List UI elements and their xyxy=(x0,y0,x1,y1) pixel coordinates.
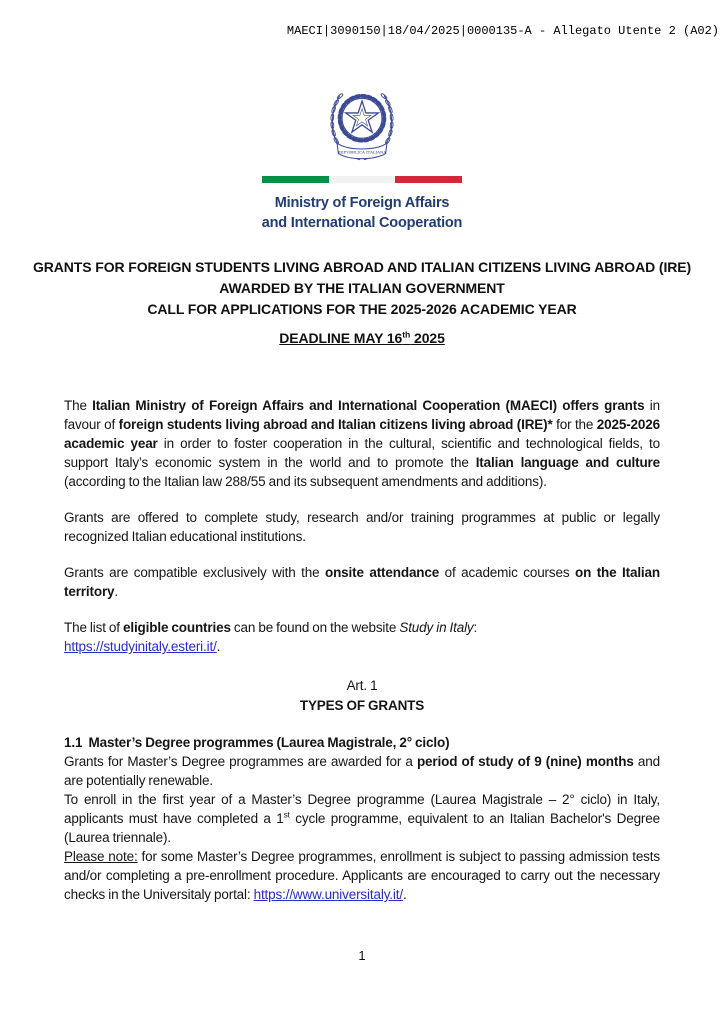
title-line-2: AWARDED BY THE ITALIAN GOVERNMENT xyxy=(219,280,505,296)
italian-republic-emblem-icon xyxy=(319,84,405,168)
italian-flag-bar xyxy=(262,176,462,183)
article-1-heading xyxy=(64,676,660,716)
flag-green-segment xyxy=(262,176,329,183)
paragraph-intro: The Italian Ministry of Foreign Affairs and International Cooperation (MAECI) offers grants in favour of foreign students living abroad and Italian citizens living abroad (IRE)* for the 2025-2026 academic year in order to foster cooperation in the cultural, scientific and technological fields, to support Italy’s economic system in the world and to promote the Italian language and culture (according to the Italian law 288/55 and its subsequent amendments and additions). xyxy=(64,398,660,489)
paragraph-eligible-countries: The list of eligible countries can be found on the website Study in Italy: https://studyinitaly.esteri.it/. xyxy=(64,620,478,654)
flag-white-segment xyxy=(329,176,396,183)
ministry-name-line1: Ministry of Foreign Affairs xyxy=(274,195,450,211)
paragraph-enrollment-requirements: To enroll in the first year of a Master’s Degree programme (Laurea Magistrale – 2° ciclo) in Italy, applicants must have completed a 1st cycle programme, equivalent to an Italian Bachelor's Degree (Laurea triennale). xyxy=(64,792,660,845)
article-title: TYPES OF GRANTS xyxy=(299,698,425,713)
paragraph-offered: Grants are offered to complete study, research and/or training programmes at public or legally recognized Italian educational institutions. xyxy=(64,510,660,544)
ministry-logo xyxy=(0,84,724,233)
section-1-1-heading: 1.1 Master’s Degree programmes (Laurea Magistrale, 2° ciclo) xyxy=(64,735,450,750)
flag-red-segment xyxy=(395,176,462,183)
deadline-text: DEADLINE MAY 16th 2025 xyxy=(279,329,445,346)
section-1-1 xyxy=(64,733,660,904)
protocol-header-line: MAECI|3090150|18/04/2025|0000135-A - Allegato Utente 2 (A02) xyxy=(286,24,719,38)
document-body xyxy=(64,396,660,904)
document-title xyxy=(20,257,704,320)
paragraph-grant-period: Grants for Master’s Degree programmes are awarded for a period of study of 9 (nine) months and are potentially renewable. xyxy=(64,754,660,788)
deadline-line xyxy=(0,330,724,346)
title-line-1: GRANTS FOR FOREIGN STUDENTS LIVING ABROAD AND ITALIAN CITIZENS LIVING ABROAD (IRE) xyxy=(32,259,692,275)
emblem-ribbon-text: REPVBBLICA ITALIANA xyxy=(337,149,387,155)
page-number: 1 xyxy=(358,948,366,963)
paragraph-compatibility: Grants are compatible exclusively with the onsite attendance of academic courses on the Italian territory. xyxy=(64,565,660,599)
hyperlink[interactable]: https://studyinitaly.esteri.it/ xyxy=(64,639,217,654)
hyperlink[interactable]: https://www.universitaly.it/ xyxy=(253,887,403,902)
paragraph-please-note: Please note: for some Master’s Degree programmes, enrollment is subject to passing admission tests and/or completing a pre-enrollment procedure. Applicants are encouraged to carry out the necessary checks in the Universitaly portal: https://www.universitaly.it/. xyxy=(64,849,660,902)
title-line-3: CALL FOR APPLICATIONS FOR THE 2025-2026 ACADEMIC YEAR xyxy=(147,301,577,317)
article-number: Art. 1 xyxy=(346,678,378,693)
ministry-name-line2: and International Cooperation xyxy=(261,215,463,231)
ministry-name xyxy=(0,193,724,233)
